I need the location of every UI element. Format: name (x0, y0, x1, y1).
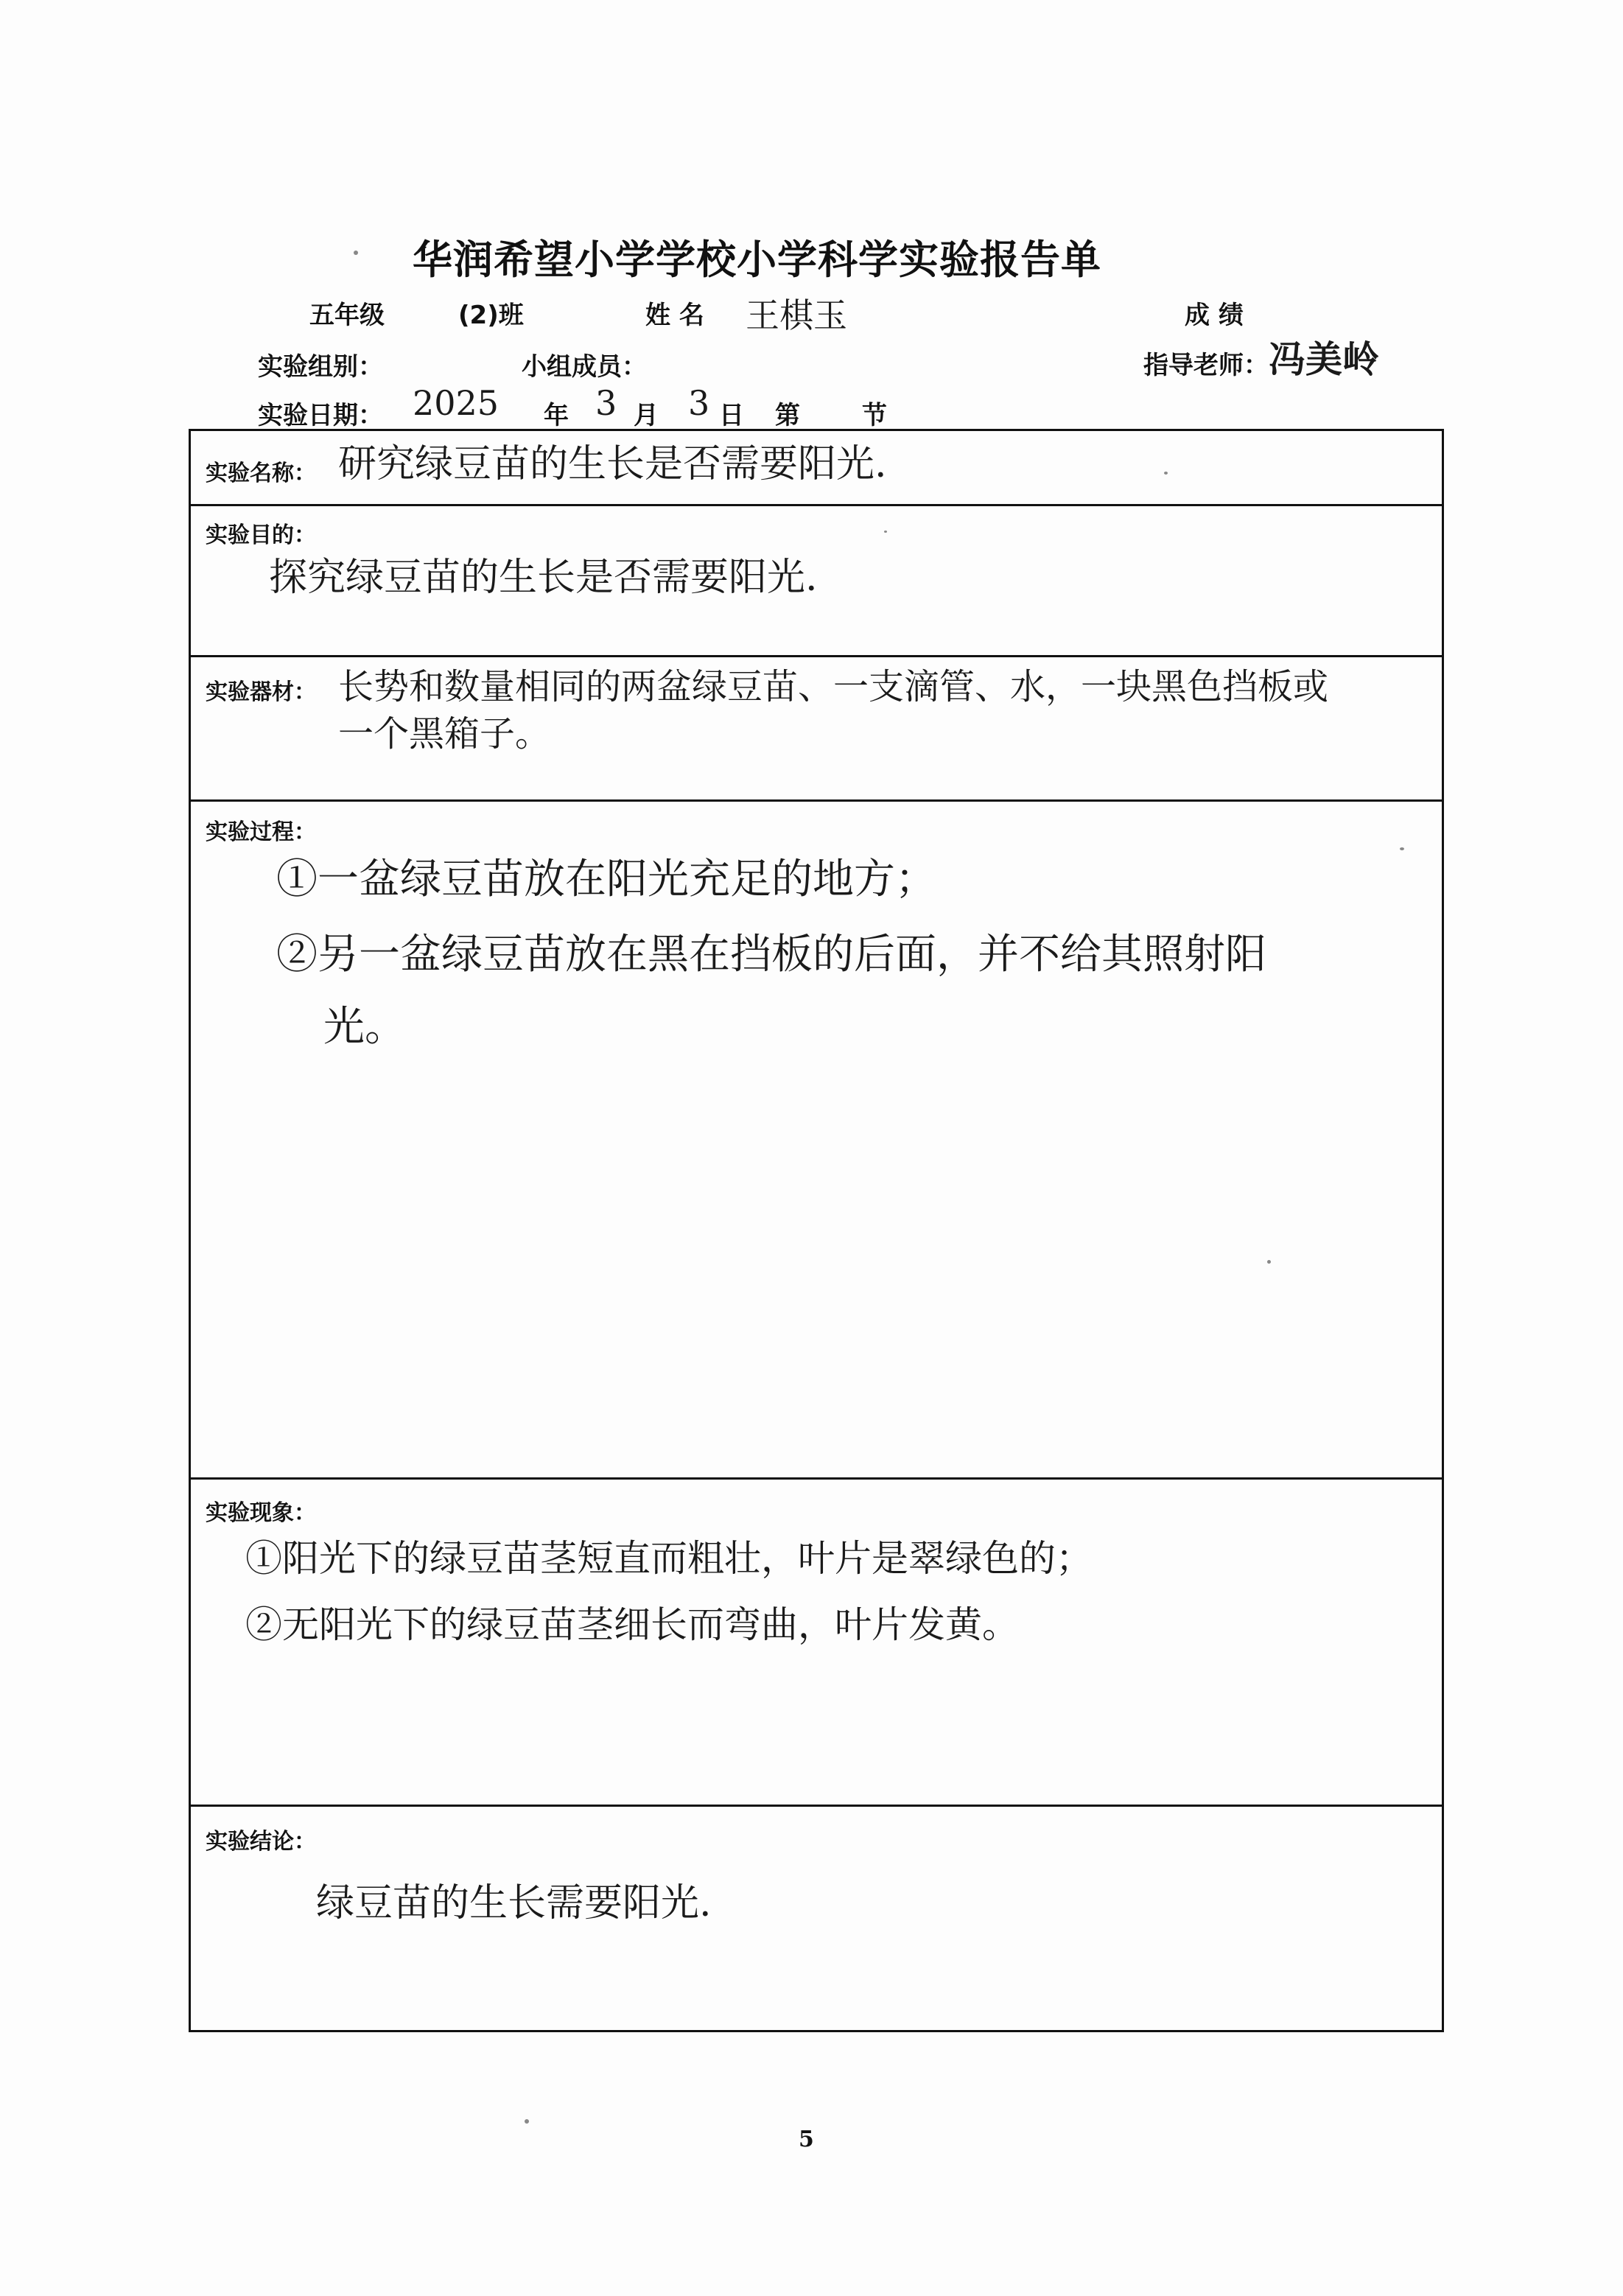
scan-speck (1267, 1260, 1271, 1264)
grade: 五年级 (309, 301, 385, 330)
process-line-1: ①一盆绿豆苗放在阳光充足的地方； (276, 855, 936, 903)
page-number: 5 (799, 2127, 814, 2152)
process-label: 实验过程： (206, 819, 316, 845)
purpose-label: 实验目的： (206, 522, 316, 548)
row-purpose (191, 506, 1442, 657)
process-line-2: ②另一盆绿豆苗放在黑在挡板的后面，并不给其照射阳 (276, 931, 1266, 979)
members-label: 小组成员： (522, 352, 647, 382)
purpose-text: 探究绿豆苗的生长是否需要阳光. (269, 556, 818, 600)
date-month: 3 (595, 383, 617, 423)
experiment-name-text: 研究绿豆苗的生长是否需要阳光. (338, 442, 887, 486)
materials-label: 实验器材： (206, 679, 316, 705)
row-phenomenon (191, 1480, 1442, 1807)
period-suffix: 节 (862, 401, 887, 430)
class: (2)班 (458, 301, 524, 330)
month-unit: 月 (634, 401, 659, 430)
date-day: 3 (688, 383, 710, 423)
scan-speck (525, 2119, 529, 2124)
report-table (189, 429, 1444, 2032)
date-year: 2025 (413, 383, 499, 423)
conclusion-text: 绿豆苗的生长需要阳光. (316, 1881, 712, 1925)
phenomenon-line-2: ②无阳光下的绿豆苗茎细长而弯曲，叶片发黄。 (245, 1603, 1019, 1646)
report-title: 华润希望小学学校小学科学实验报告单 (413, 237, 1101, 283)
phenomenon-label: 实验现象： (206, 1500, 316, 1526)
scan-speck (884, 531, 887, 533)
process-line-3: 光。 (323, 1003, 406, 1051)
name-label: 姓 名 (645, 301, 704, 330)
date-label: 实验日期： (258, 401, 383, 430)
day-unit: 日 (719, 401, 744, 430)
year-unit: 年 (544, 401, 569, 430)
student-name: 王棋玉 (746, 295, 847, 335)
row-conclusion (191, 1807, 1442, 2030)
score-label: 成 绩 (1185, 301, 1244, 330)
group-label: 实验组别： (258, 352, 383, 382)
materials-line-2: 一个黑箱子。 (338, 713, 551, 755)
teacher-name: 冯美岭 (1269, 337, 1379, 381)
scan-speck (354, 251, 358, 255)
experiment-name-label: 实验名称： (206, 461, 316, 486)
phenomenon-line-1: ①阳光下的绿豆苗茎短直而粗壮，叶片是翠绿色的； (245, 1537, 1093, 1580)
materials-line-1: 长势和数量相同的两盆绿豆苗、一支滴管、水，一块黑色挡板或 (338, 666, 1329, 707)
period-prefix: 第 (775, 401, 800, 430)
scan-speck (1164, 472, 1168, 475)
row-materials (191, 657, 1442, 802)
row-process (191, 802, 1442, 1480)
conclusion-label: 实验结论： (206, 1829, 316, 1855)
teacher-label: 指导老师： (1143, 351, 1269, 380)
scan-speck (1400, 847, 1404, 850)
row-experiment-name (191, 431, 1442, 506)
